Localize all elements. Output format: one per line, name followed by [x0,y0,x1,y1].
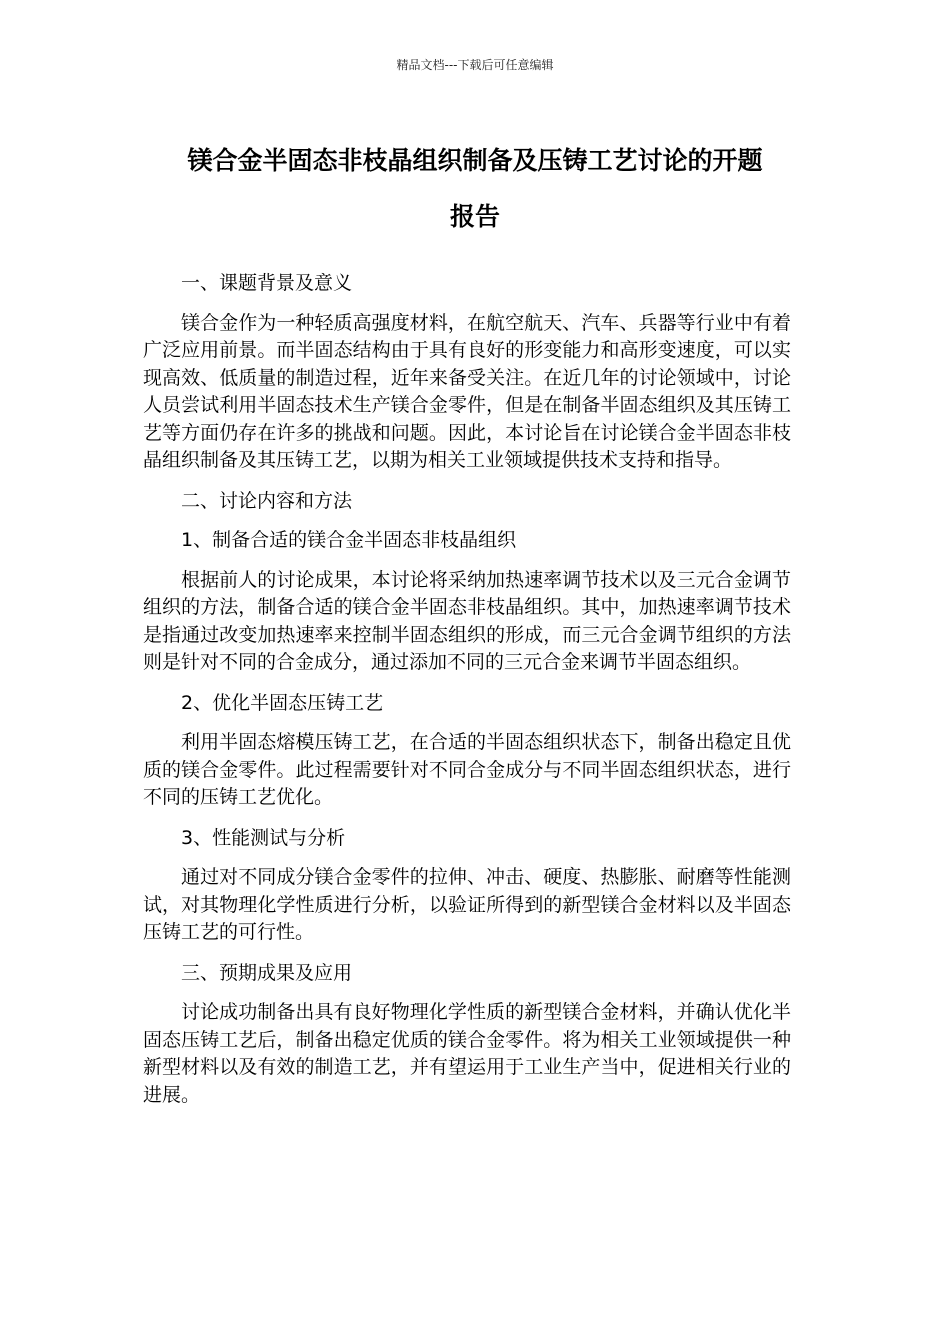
section-heading-background: 一、课题背景及意义 [181,272,353,294]
subsection-heading-testing: 3、性能测试与分析 [181,826,346,849]
document-title [140,133,810,245]
document-body [143,270,791,1122]
subsection-heading-preparation: 1、制备合适的镁合金半固态非枝晶组织 [181,529,517,551]
section-heading-content-methods: 二、讨论内容和方法 [181,489,353,512]
paragraph-die-casting: 利用半固态熔模压铸工艺，在合适的半固态组织状态下，制备出稳定且优质的镁合金零件。此过程需要针对不同合金成分与不同半固态组织状态，进行不同的压铸工艺优化。 [143,731,791,808]
paragraph-testing: 通过对不同成分镁合金零件的拉伸、冲击、硬度、热膨胀、耐磨等性能测试，对其物理化学性质进行分析，以验证所得到的新型镁合金材料以及半固态压铸工艺的可行性。 [143,866,791,943]
paragraph-preparation: 根据前人的讨论成果，本讨论将采纳加热速率调节技术以及三元合金调节组织的方法，制备合适的镁合金半固态非枝晶组织。其中，加热速率调节技术是指通过改变加热速率来控制半固态组织的形成，而三元合金调节组织的方法则是针对不同的合金成分，通过添加不同的三元合金来调节半固态组织。 [143,568,791,673]
document-title-line-1: 镁合金半固态非枝晶组织制备及压铸工艺讨论的开题 [187,146,763,175]
subsection-heading-die-casting: 2、优化半固态压铸工艺 [181,691,384,714]
document-title-line-2: 报告 [449,202,500,231]
paragraph-background: 镁合金作为一种轻质高强度材料，在航空航天、汽车、兵器等行业中有着广泛应用前景。而半固态结构由于具有良好的形变能力和高形变速度，可以实现高效、低质量的制造过程，近年来备受关注。在近几年的讨论领域中，讨论人员尝试利用半固态技术生产镁合金零件，但是在制备半固态组织及其压铸工艺等方面仍存在许多的挑战和问题。因此，本讨论旨在讨论镁合金半固态非枝晶组织制备及其压铸工艺，以期为相关工业领域提供技术支持和指导。 [143,311,791,471]
paragraph-expected-results: 讨论成功制备出具有良好物理化学性质的新型镁合金材料，并确认优化半固态压铸工艺后，制备出稳定优质的镁合金零件。将为相关工业领域提供一种新型材料以及有效的制造工艺，并有望运用于工业生产当中，促进相关行业的进展。 [143,1001,791,1106]
section-heading-expected-results: 三、预期成果及应用 [181,961,353,984]
header-note: 精品文档---下载后可任意编辑 [396,58,554,72]
